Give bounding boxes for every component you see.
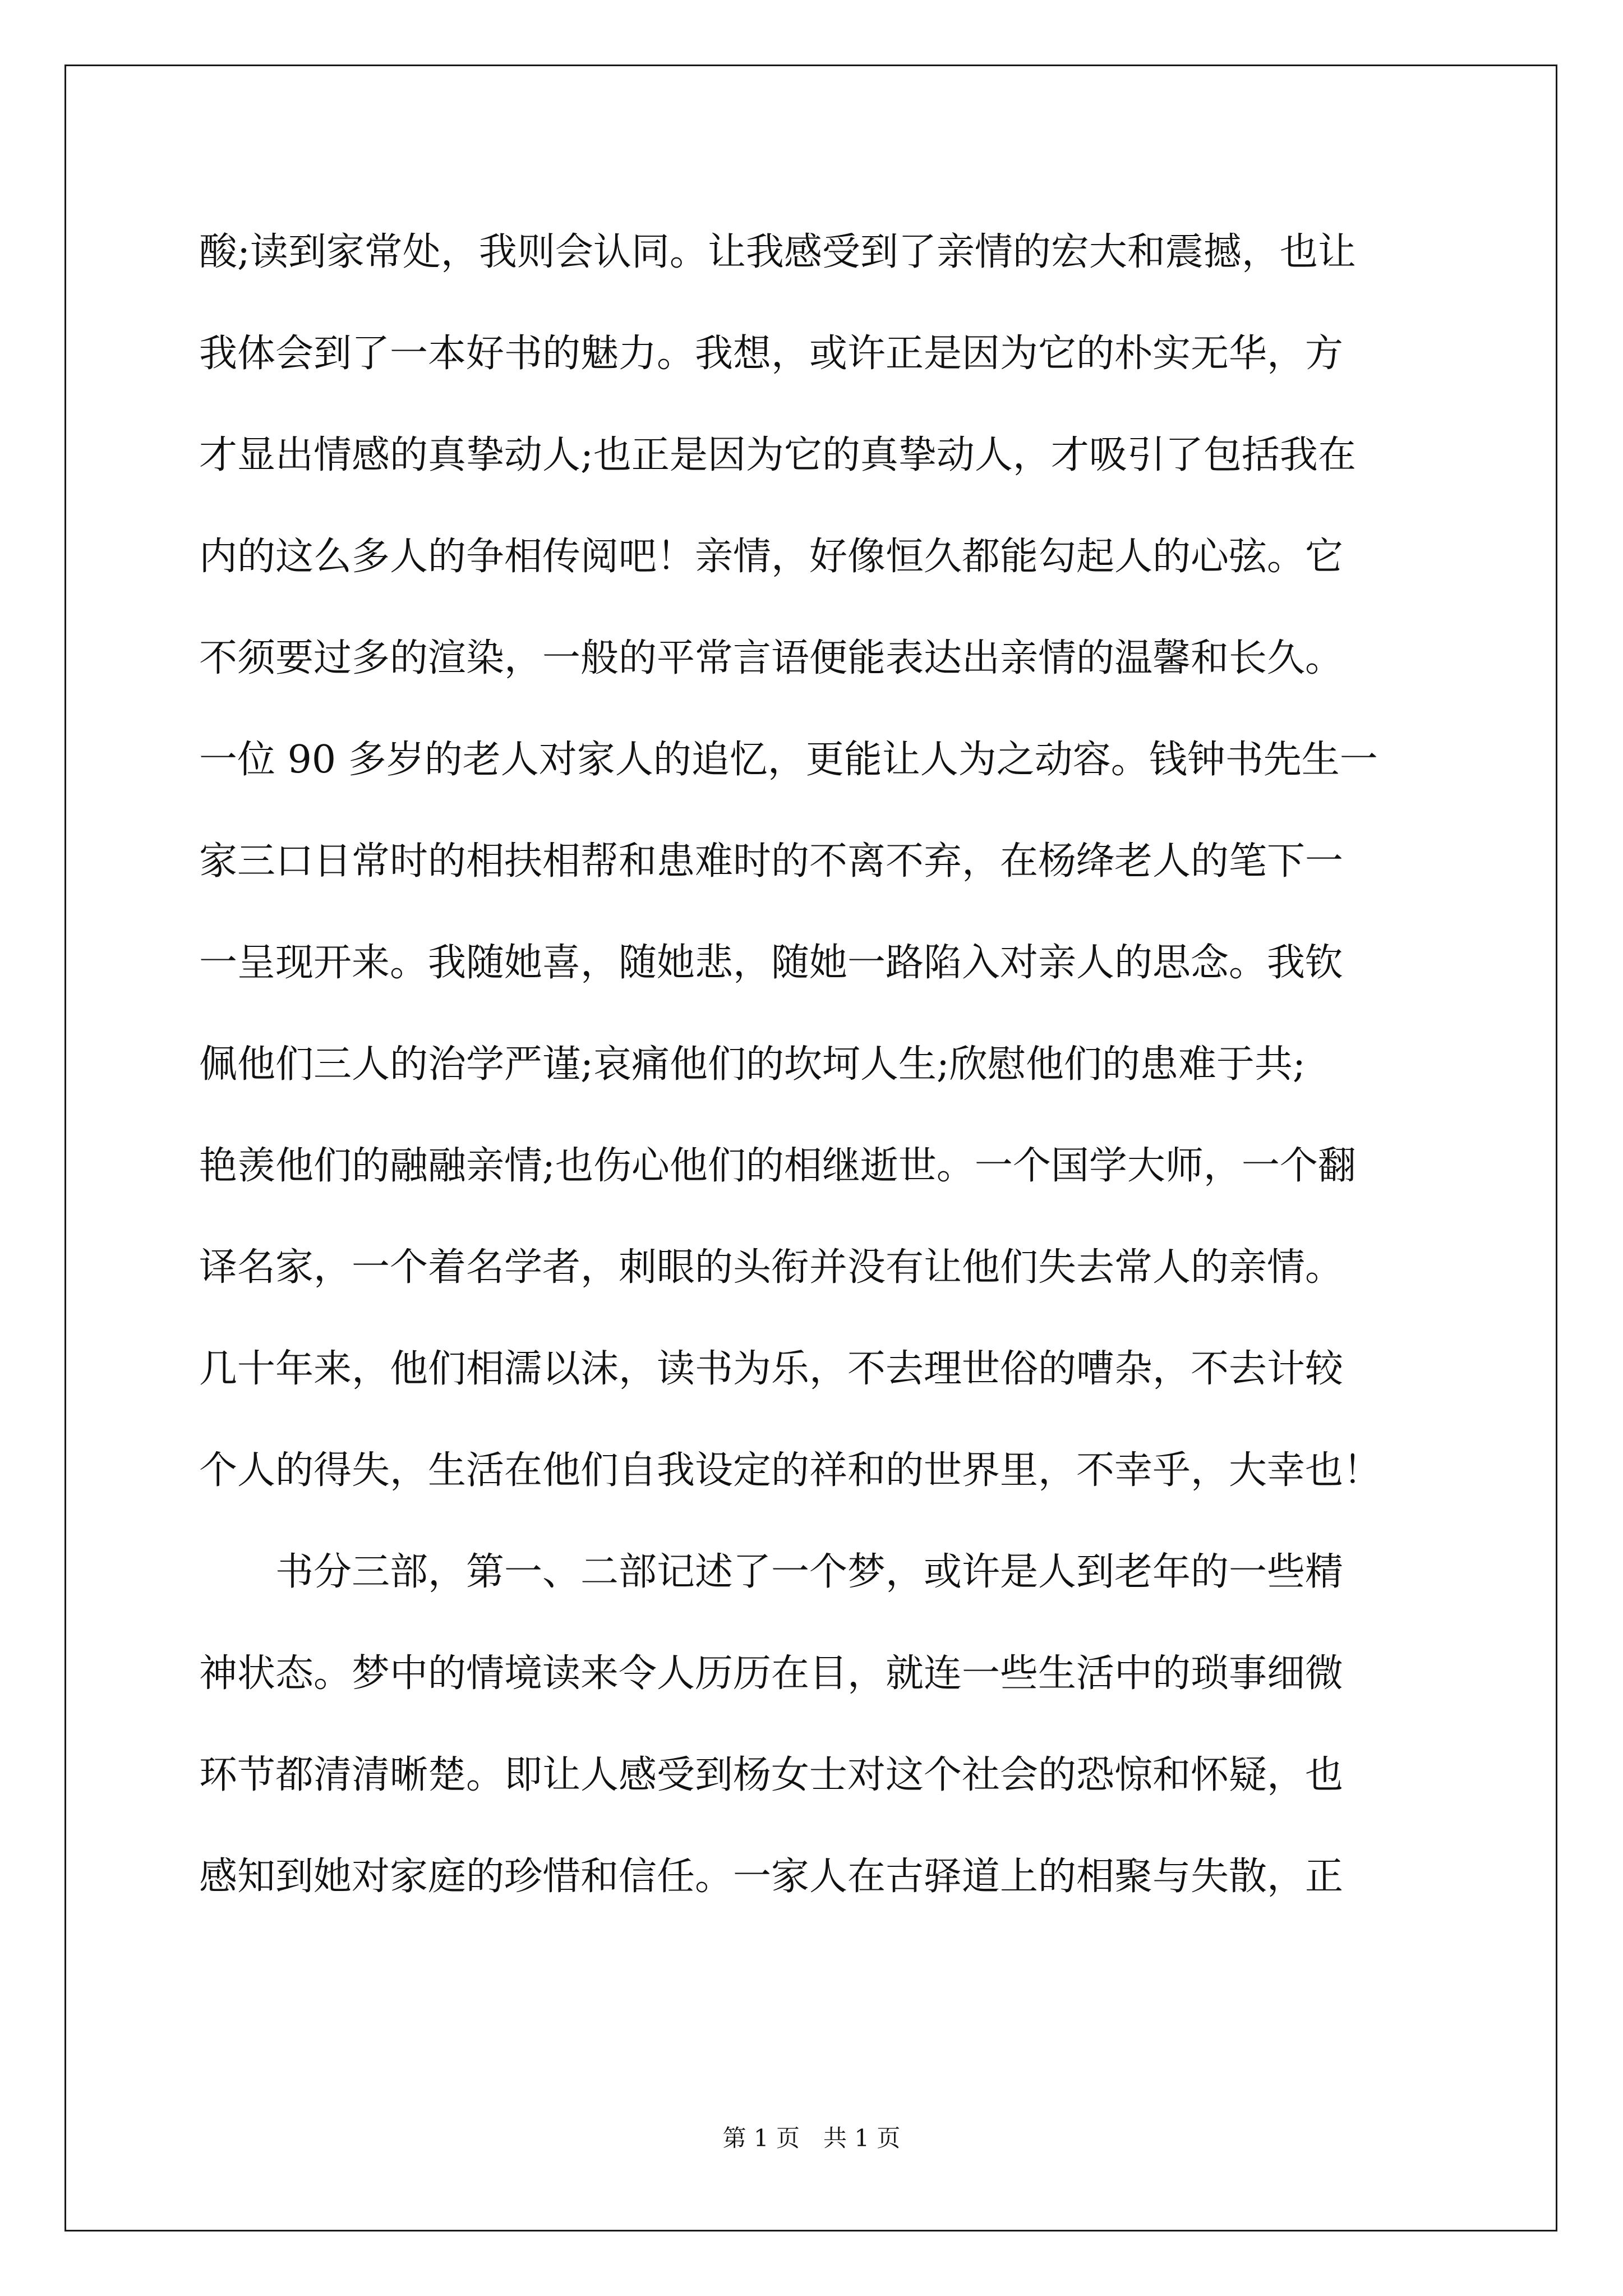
text-line: 一位 90 多岁的老人对家人的追忆，更能让人为之动容。钱钟书先生一 <box>199 738 1378 782</box>
text-line: 才显出情感的真挚动人;也正是因为它的真挚动人，才吸引了包括我在 <box>199 433 1356 477</box>
paragraph-first-line: 书分三部，第一、二部记述了一个梦，或许是人到老年的一些精 <box>275 1550 1344 1594</box>
text-line: 艳羡他们的融融亲情;也伤心他们的相继逝世。一个国学大师，一个翻 <box>199 1144 1356 1188</box>
text-line: 我体会到了一本好书的魅力。我想，或许正是因为它的朴实无华，方 <box>199 332 1344 376</box>
text-line: 神状态。梦中的情境读来令人历历在目，就连一些生活中的琐事细微 <box>199 1651 1344 1696</box>
document-body <box>199 216 1433 1942</box>
text-line: 佩他们三人的治学严谨;哀痛他们的坎坷人生;欣慰他们的患难于共; <box>199 1042 1306 1087</box>
text-line: 内的这么多人的争相传阅吧！亲情，好像恒久都能勾起人的心弦。它 <box>199 535 1344 579</box>
text-line: 感知到她对家庭的珍惜和信任。一家人在古驿道上的相聚与失散，正 <box>199 1855 1344 1899</box>
text-line: 几十年来，他们相濡以沫，读书为乐，不去理世俗的嘈杂，不去计较 <box>199 1347 1344 1391</box>
page-number-current: 第 1 页 <box>722 2124 800 2152</box>
text-line: 酸;读到家常处，我则会认同。让我感受到了亲情的宏大和震撼，也让 <box>199 230 1356 274</box>
text-line: 不须要过多的渲染，一般的平常言语便能表达出亲情的温馨和长久。 <box>199 636 1344 680</box>
page-number-total: 共 1 页 <box>823 2124 901 2152</box>
text-line: 家三口日常时的相扶相帮和患难时的不离不弃，在杨绛老人的笔下一 <box>199 839 1344 884</box>
text-line: 环节都清清晰楚。即让人感受到杨女士对这个社会的恐惊和怀疑，也 <box>199 1753 1344 1797</box>
page-footer <box>0 2122 1623 2155</box>
text-line: 个人的得失，生活在他们自我设定的祥和的世界里，不幸乎，大幸也！ <box>199 1448 1382 1493</box>
text-line: 译名家，一个着名学者，刺眼的头衔并没有让他们失去常人的亲情。 <box>199 1245 1344 1290</box>
text-line: 一呈现开来。我随她喜，随她悲，随她一路陷入对亲人的思念。我钦 <box>199 941 1344 985</box>
